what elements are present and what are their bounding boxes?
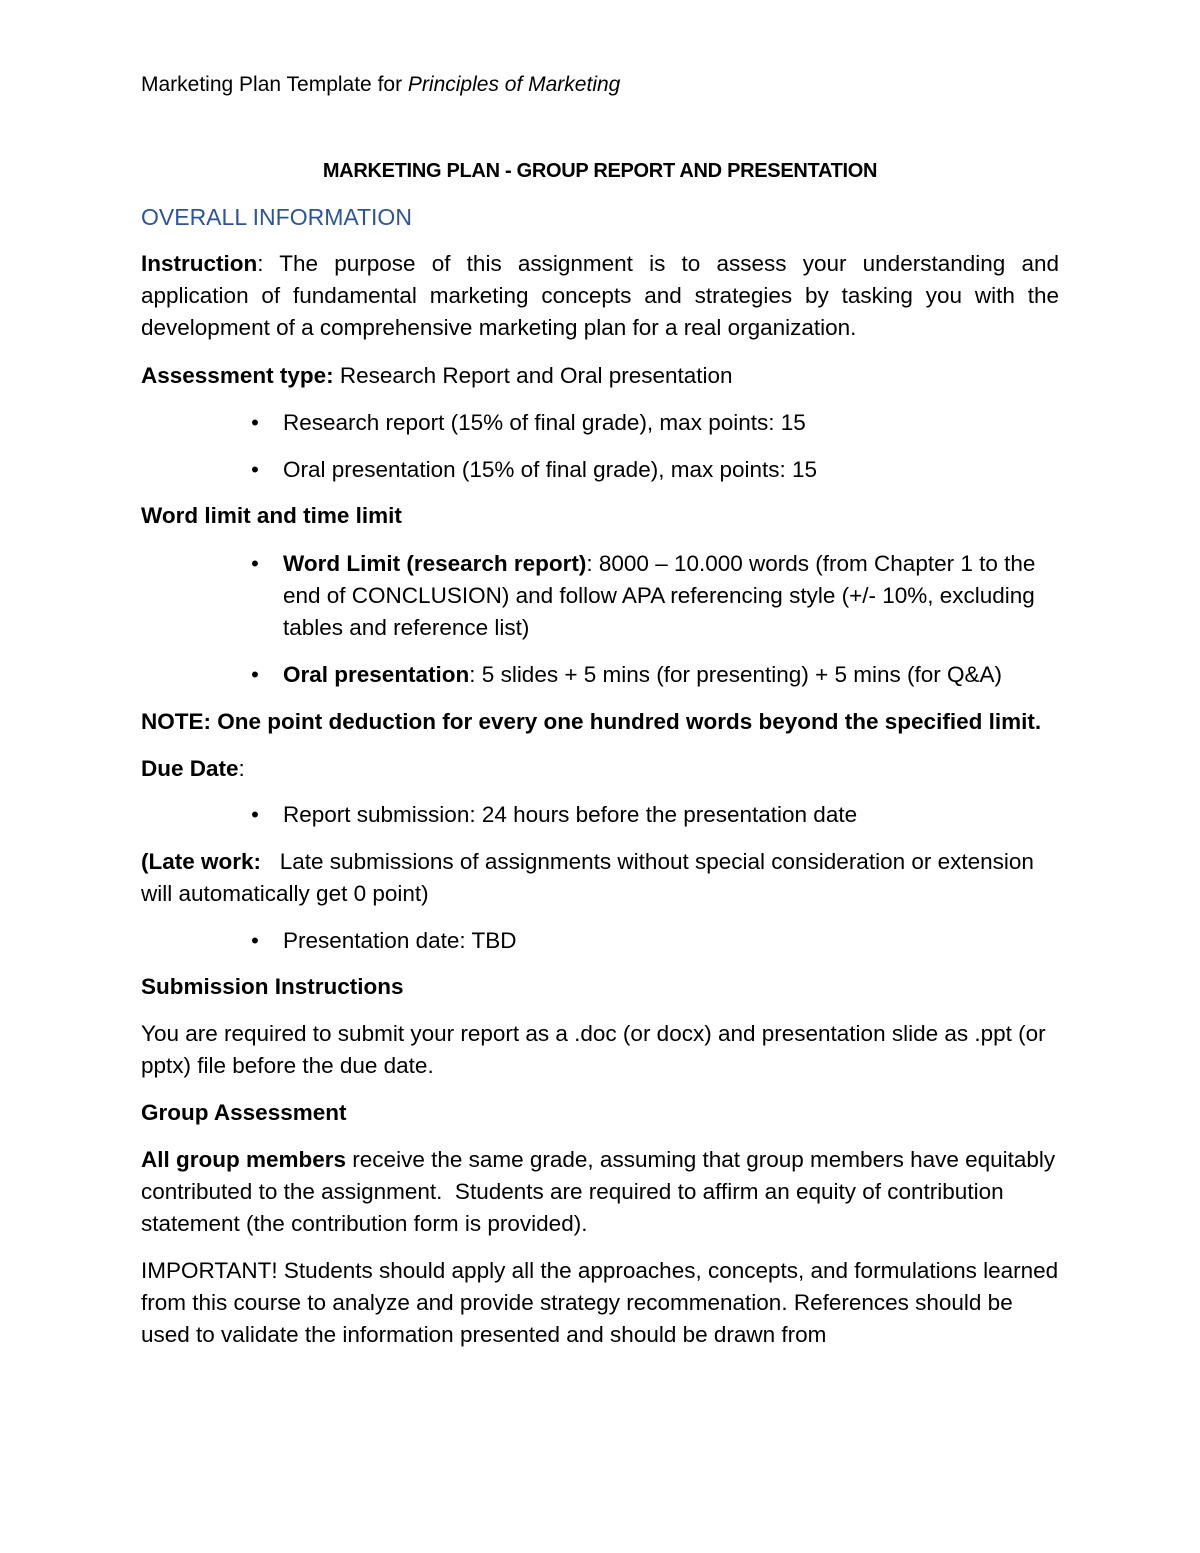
bullet-icon: • — [251, 551, 259, 576]
group-members-label: All group members — [141, 1147, 347, 1172]
due-date-paragraph — [141, 753, 1059, 785]
bullet-report-submission: Report submission: 24 hours before the presentation date — [283, 802, 858, 827]
submission-paragraph: You are required to submit your report as a .doc (or docx) and presentation slide as .ppt (or pptx) file before the due date. — [141, 1021, 1046, 1078]
note-paragraph: NOTE: One point deduction for every one hundred words beyond the specified limit. — [141, 709, 1042, 734]
late-work-label: (Late work: — [141, 849, 262, 874]
bullet-icon: • — [251, 928, 259, 953]
important-paragraph: IMPORTANT! Students should apply all the approaches, concepts, and formulations learned from this course to analyze and provide strategy recommenation. References should be used to validate the information presented and should be drawn from — [141, 1258, 1059, 1347]
bullet-research-report: Research report (15% of final grade), max points: 15 — [283, 410, 806, 435]
instruction-label: Instruction — [141, 251, 258, 276]
bullet-icon: • — [251, 802, 259, 827]
page-header — [141, 70, 620, 100]
instruction-text: The purpose of this assignment is to assess your understanding and application of fundamental marketing concepts and strategies by tasking you with the development of a comprehensive marketing plan for a real organization. — [141, 251, 1059, 340]
assessment-type-text: Research Report and Oral presentation — [333, 363, 733, 388]
assessment-type-paragraph — [141, 360, 1059, 392]
due-date-label: Due Date — [141, 756, 239, 781]
instruction-paragraph — [141, 248, 1059, 344]
bullet-word-limit — [283, 548, 1063, 644]
due-date-colon: : — [238, 756, 245, 781]
word-limit-heading: Word limit and time limit — [141, 503, 402, 528]
section-heading: OVERALL INFORMATION — [141, 204, 412, 230]
bullet-icon: • — [251, 410, 259, 435]
assessment-type-label: Assessment type: — [141, 363, 334, 388]
bullet-oral-presentation: Oral presentation (15% of final grade), max points: 15 — [283, 457, 818, 482]
bullet-oral-presentation-limit — [283, 659, 1063, 691]
document-title: MARKETING PLAN - GROUP REPORT AND PRESENTATION — [322, 160, 878, 182]
instruction-colon: : — [257, 251, 264, 276]
header-text: Marketing Plan Template for — [141, 73, 408, 96]
bullet-icon: • — [251, 662, 259, 687]
word-limit-label: Word Limit (research report) — [283, 551, 587, 576]
word-limit-text: : 8000 – 10.000 words (from Chapter 1 to the end of CONCLUSION) and follow APA referencing style (+/- 10%, excluding tables and reference list) — [283, 551, 1036, 640]
submission-heading: Submission Instructions — [141, 974, 404, 999]
late-work-paragraph — [141, 846, 1059, 910]
bullet-icon: • — [251, 457, 259, 482]
group-assessment-paragraph — [141, 1144, 1062, 1240]
header-course-name: Principles of Marketing — [407, 73, 621, 96]
group-assessment-heading: Group Assessment — [141, 1100, 347, 1125]
late-work-text: Late submissions of assignments without special consideration or extension will automatically get 0 point) — [141, 849, 1041, 906]
oral-presentation-text: : 5 slides + 5 mins (for presenting) + 5 mins (for Q&A) — [469, 662, 1002, 687]
oral-presentation-label: Oral presentation — [283, 662, 470, 687]
bullet-presentation-date: Presentation date: TBD — [283, 928, 517, 953]
group-assessment-text: receive the same grade, assuming that group members have equitably contributed to the assignment. Students are required to affirm an equity of contribution statement (the contribution form is provided). — [141, 1147, 1062, 1236]
